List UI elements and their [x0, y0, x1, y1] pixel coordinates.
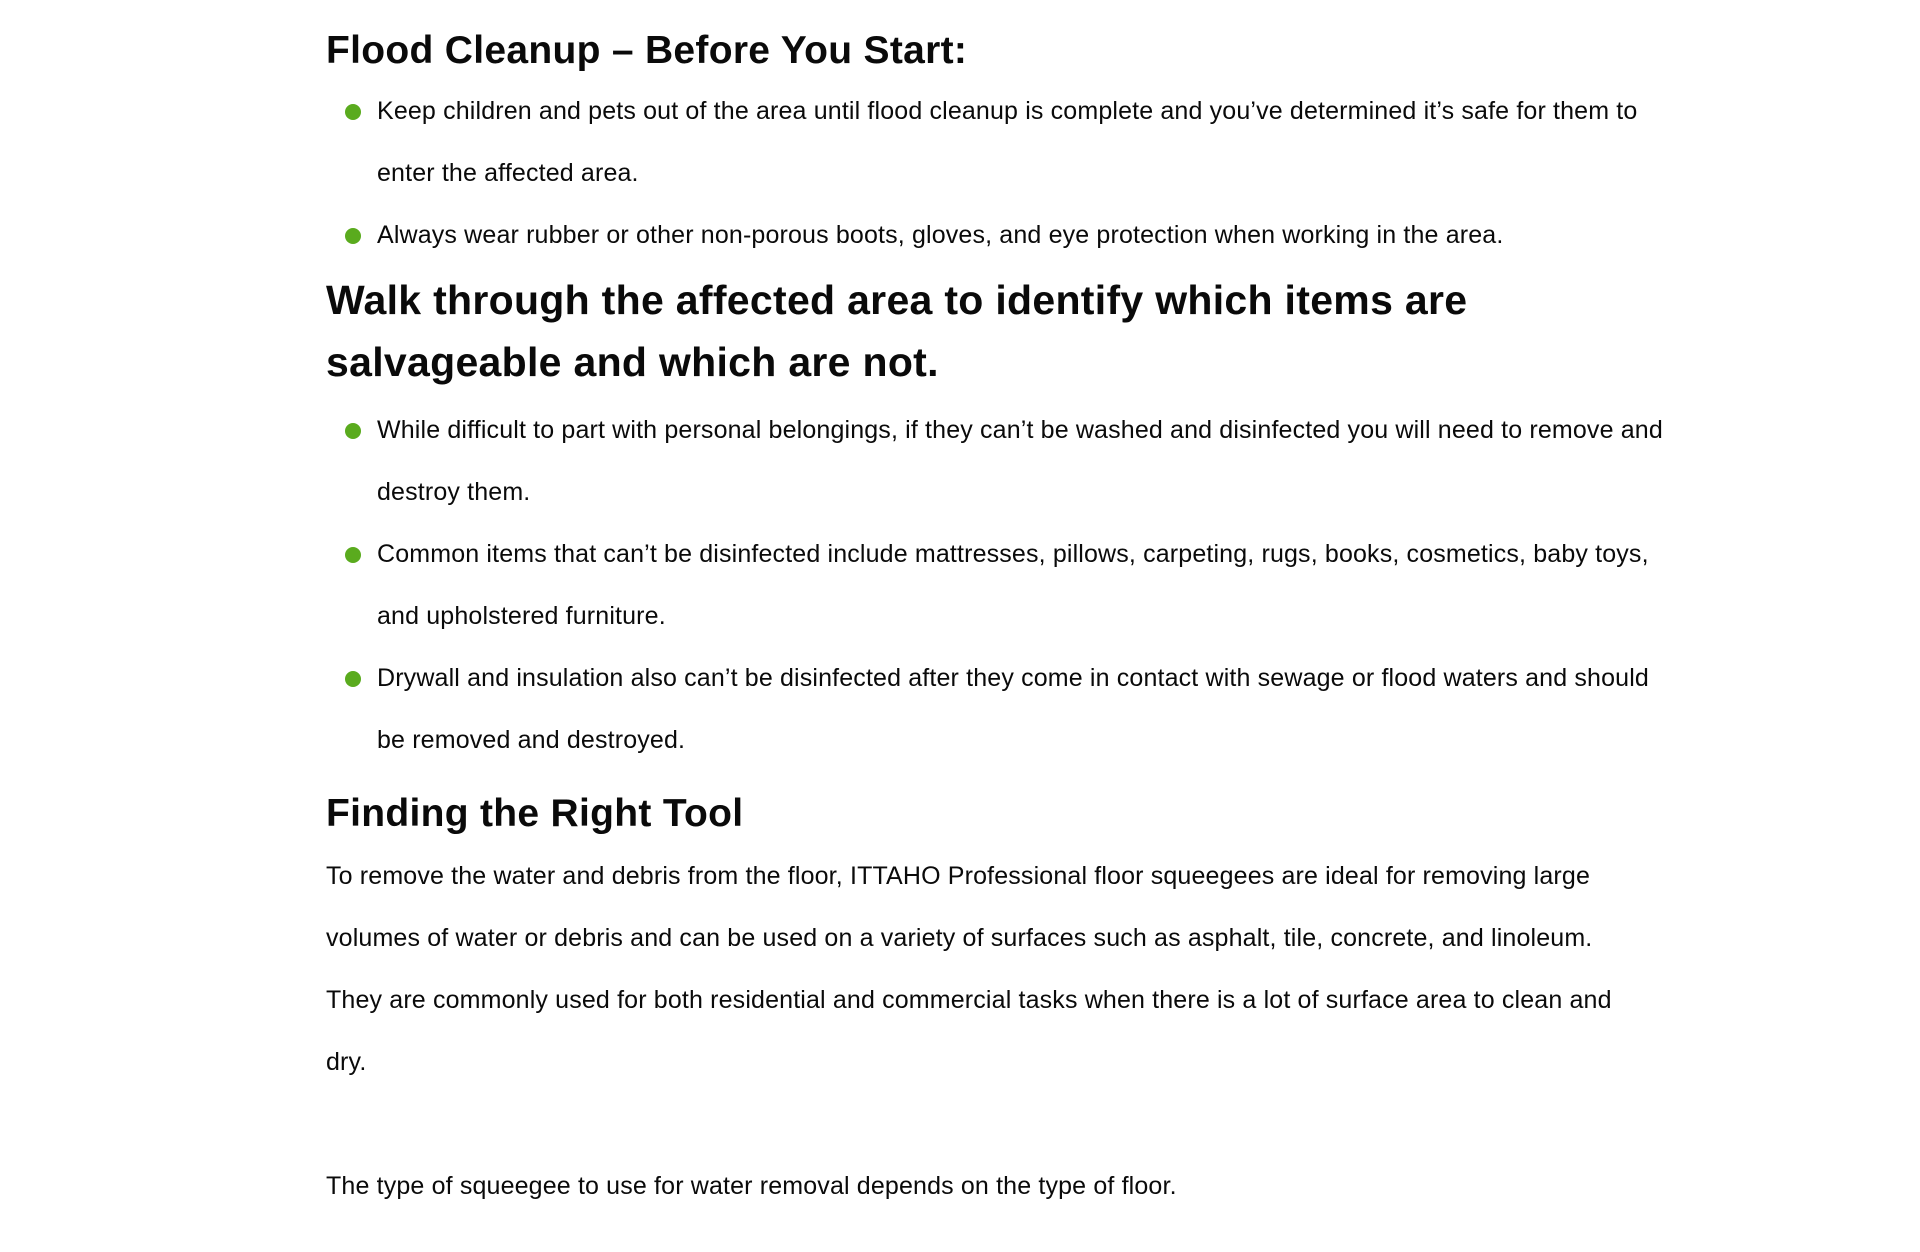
tool-paragraph: To remove the water and debris from the floor, ITTAHO Professional floor squeegees are ideal for removing large volumes of water or debris and can be used on a variety of surfaces such as asphalt, tile, concrete, and linoleum. They are commonly used for both residential and commercial tasks when there is a lot of surface area to clean and dry.: [326, 862, 1612, 1076]
list-item: [326, 80, 1666, 204]
walk-through-list: [326, 399, 1666, 771]
bullet-dot-icon: [345, 671, 361, 687]
heading-before-you-start: Flood Cleanup – Before You Start:: [326, 29, 968, 72]
bullet-dot-icon: [345, 228, 361, 244]
squeegee-type-paragraph: The type of squeegee to use for water removal depends on the type of floor.: [326, 1172, 1177, 1200]
heading-walk-through: Walk through the affected area to identify which items are salvageable and which are not.: [326, 277, 1468, 385]
list-item: [326, 523, 1666, 647]
bullet-dot-icon: [345, 423, 361, 439]
bullet-dot-icon: [345, 547, 361, 563]
list-item: [326, 647, 1666, 771]
list-item-text: Always wear rubber or other non-porous boots, gloves, and eye protection when working in the area.: [377, 221, 1504, 249]
article-content: [326, 22, 1666, 1217]
heading-finding-right-tool: Finding the Right Tool: [326, 792, 744, 835]
before-start-list: [326, 80, 1666, 266]
bullet-dot-icon: [345, 104, 361, 120]
list-item: [326, 399, 1666, 523]
list-item-text: Common items that can’t be disinfected include mattresses, pillows, carpeting, rugs, books, cosmetics, baby toys, and upholstered furniture.: [377, 540, 1649, 630]
list-item-text: Drywall and insulation also can’t be disinfected after they come in contact with sewage or flood waters and should be removed and destroyed.: [377, 664, 1649, 754]
list-item: [326, 204, 1666, 266]
list-item-text: Keep children and pets out of the area until flood cleanup is complete and you’ve determined it’s safe for them to enter the affected area.: [377, 97, 1638, 187]
list-item-text: While difficult to part with personal belongings, if they can’t be washed and disinfected you will need to remove and destroy them.: [377, 416, 1663, 506]
